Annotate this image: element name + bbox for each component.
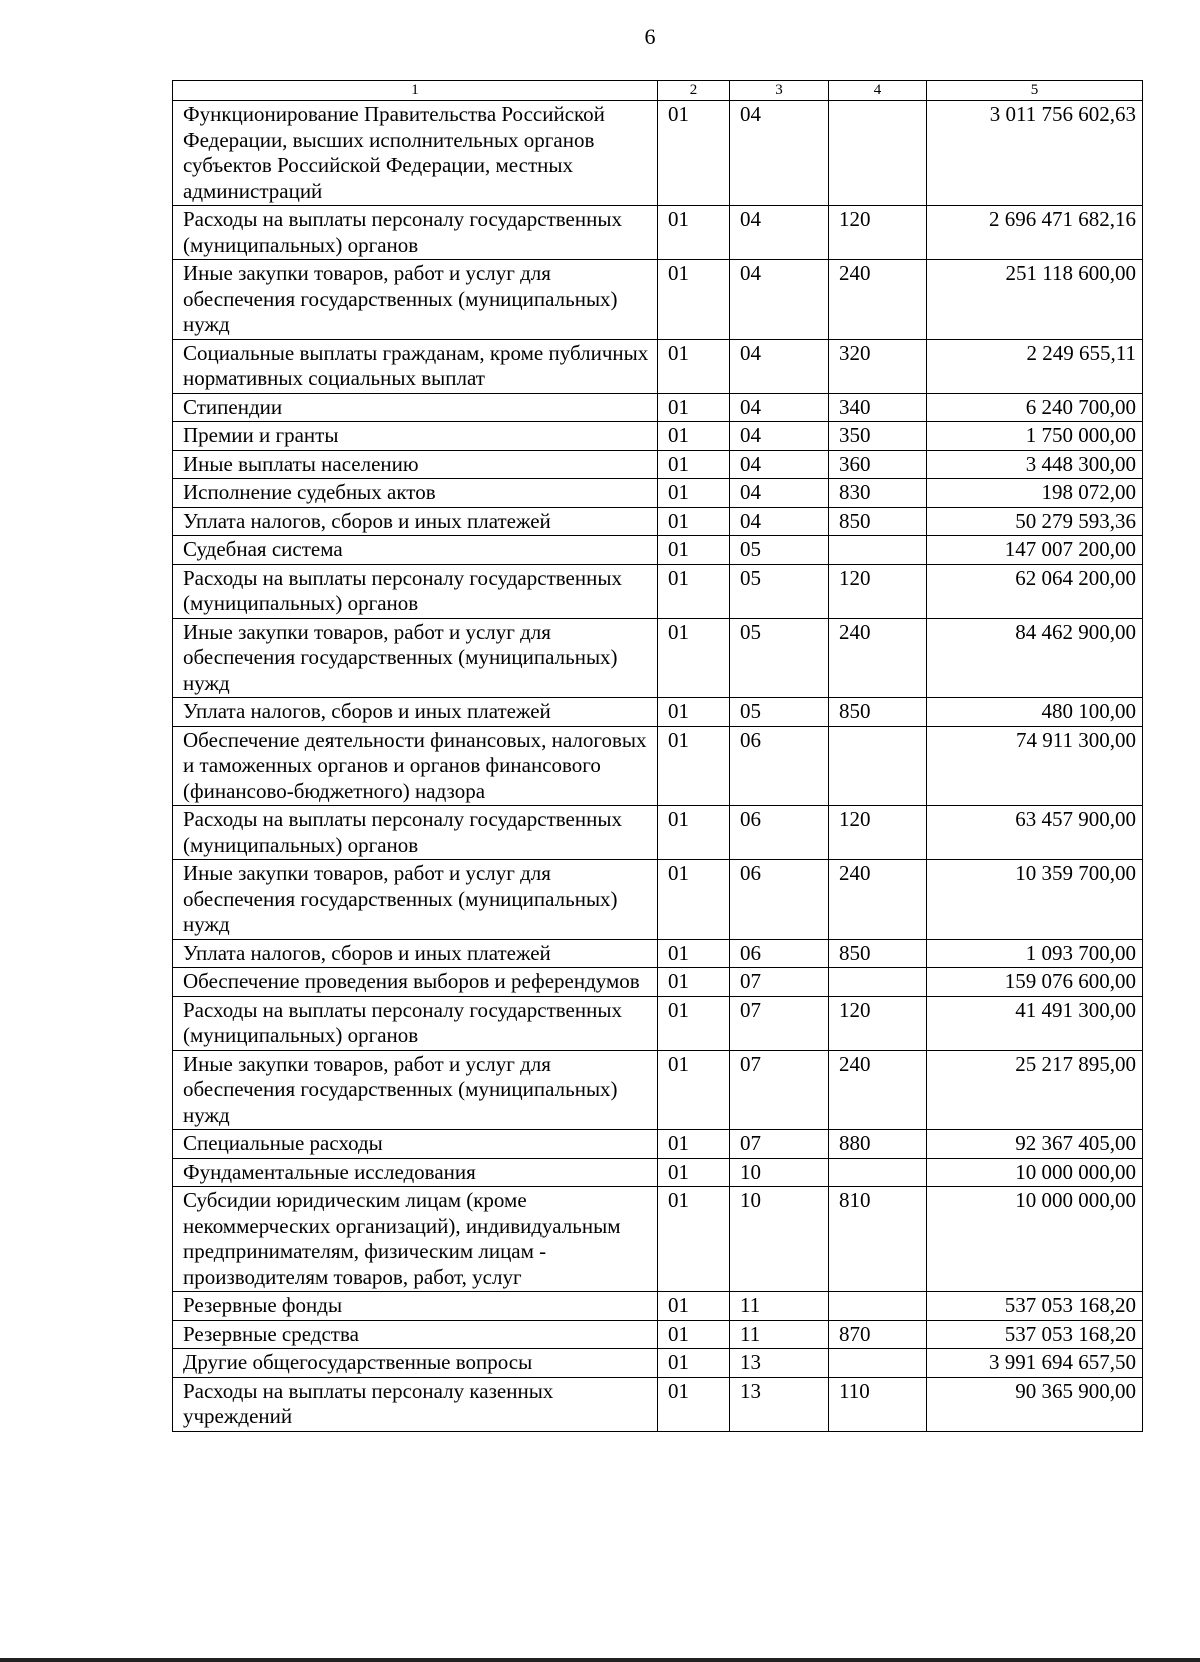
cell-rz: 01 bbox=[658, 806, 730, 860]
cell-vr: 850 bbox=[829, 698, 927, 727]
cell-name: Расходы на выплаты персоналу государственных (муниципальных) органов bbox=[173, 996, 658, 1050]
cell-vr: 360 bbox=[829, 450, 927, 479]
cell-vr: 870 bbox=[829, 1320, 927, 1349]
page-edge-line bbox=[0, 1658, 1200, 1662]
cell-rz: 01 bbox=[658, 536, 730, 565]
cell-name: Расходы на выплаты персоналу государственных (муниципальных) органов bbox=[173, 806, 658, 860]
cell-vr bbox=[829, 1158, 927, 1187]
cell-rz: 01 bbox=[658, 1187, 730, 1292]
cell-sum: 198 072,00 bbox=[927, 479, 1143, 508]
cell-vr: 120 bbox=[829, 206, 927, 260]
cell-name: Премии и гранты bbox=[173, 422, 658, 451]
header-col-4: 4 bbox=[829, 81, 927, 101]
cell-rz: 01 bbox=[658, 422, 730, 451]
cell-name: Резервные фонды bbox=[173, 1292, 658, 1321]
cell-sum: 2 249 655,11 bbox=[927, 339, 1143, 393]
table-row bbox=[173, 260, 1143, 340]
cell-name: Исполнение судебных актов bbox=[173, 479, 658, 508]
cell-rz: 01 bbox=[658, 1050, 730, 1130]
cell-vr bbox=[829, 726, 927, 806]
cell-pr: 04 bbox=[730, 260, 829, 340]
cell-name: Субсидии юридическим лицам (кроме некоммерческих организаций), индивидуальным предпринимателям, физическим лицам - производителям товаров, работ, услуг bbox=[173, 1187, 658, 1292]
cell-pr: 06 bbox=[730, 726, 829, 806]
cell-sum: 3 991 694 657,50 bbox=[927, 1349, 1143, 1378]
header-col-5: 5 bbox=[927, 81, 1143, 101]
cell-sum: 6 240 700,00 bbox=[927, 393, 1143, 422]
cell-rz: 01 bbox=[658, 618, 730, 698]
cell-sum: 3 448 300,00 bbox=[927, 450, 1143, 479]
cell-name: Обеспечение деятельности финансовых, налоговых и таможенных органов и органов финансового (финансово-бюджетного) надзора bbox=[173, 726, 658, 806]
header-row bbox=[173, 81, 1143, 101]
cell-rz: 01 bbox=[658, 1292, 730, 1321]
cell-pr: 05 bbox=[730, 536, 829, 565]
table-row bbox=[173, 1158, 1143, 1187]
cell-name: Расходы на выплаты персоналу казенных учреждений bbox=[173, 1377, 658, 1431]
cell-pr: 10 bbox=[730, 1187, 829, 1292]
cell-rz: 01 bbox=[658, 1377, 730, 1431]
table-row bbox=[173, 860, 1143, 940]
cell-sum: 25 217 895,00 bbox=[927, 1050, 1143, 1130]
cell-name: Иные закупки товаров, работ и услуг для обеспечения государственных (муниципальных) нужд bbox=[173, 860, 658, 940]
cell-rz: 01 bbox=[658, 968, 730, 997]
cell-sum: 90 365 900,00 bbox=[927, 1377, 1143, 1431]
cell-name: Специальные расходы bbox=[173, 1130, 658, 1159]
table-body bbox=[173, 101, 1143, 1432]
cell-vr: 340 bbox=[829, 393, 927, 422]
cell-pr: 10 bbox=[730, 1158, 829, 1187]
cell-pr: 04 bbox=[730, 479, 829, 508]
table-row bbox=[173, 339, 1143, 393]
header-col-1: 1 bbox=[173, 81, 658, 101]
budget-table bbox=[172, 80, 1143, 1432]
cell-sum: 41 491 300,00 bbox=[927, 996, 1143, 1050]
cell-sum: 2 696 471 682,16 bbox=[927, 206, 1143, 260]
cell-vr: 120 bbox=[829, 806, 927, 860]
cell-vr bbox=[829, 1292, 927, 1321]
cell-sum: 3 011 756 602,63 bbox=[927, 101, 1143, 206]
cell-vr: 240 bbox=[829, 260, 927, 340]
cell-sum: 92 367 405,00 bbox=[927, 1130, 1143, 1159]
cell-rz: 01 bbox=[658, 339, 730, 393]
cell-pr: 04 bbox=[730, 206, 829, 260]
cell-vr: 120 bbox=[829, 996, 927, 1050]
cell-name: Уплата налогов, сборов и иных платежей bbox=[173, 939, 658, 968]
table-row bbox=[173, 479, 1143, 508]
cell-vr: 810 bbox=[829, 1187, 927, 1292]
cell-rz: 01 bbox=[658, 698, 730, 727]
cell-pr: 05 bbox=[730, 564, 829, 618]
table-row bbox=[173, 1320, 1143, 1349]
cell-name: Обеспечение проведения выборов и референдумов bbox=[173, 968, 658, 997]
cell-pr: 13 bbox=[730, 1377, 829, 1431]
cell-sum: 63 457 900,00 bbox=[927, 806, 1143, 860]
cell-pr: 11 bbox=[730, 1320, 829, 1349]
cell-rz: 01 bbox=[658, 564, 730, 618]
cell-rz: 01 bbox=[658, 450, 730, 479]
cell-vr: 110 bbox=[829, 1377, 927, 1431]
cell-vr: 240 bbox=[829, 618, 927, 698]
cell-sum: 74 911 300,00 bbox=[927, 726, 1143, 806]
cell-rz: 01 bbox=[658, 860, 730, 940]
table-row bbox=[173, 1050, 1143, 1130]
table-row bbox=[173, 1187, 1143, 1292]
cell-name: Функционирование Правительства Российской Федерации, высших исполнительных органов субъектов Российской Федерации, местных администраций bbox=[173, 101, 658, 206]
cell-sum: 480 100,00 bbox=[927, 698, 1143, 727]
cell-vr: 880 bbox=[829, 1130, 927, 1159]
cell-rz: 01 bbox=[658, 507, 730, 536]
cell-name: Уплата налогов, сборов и иных платежей bbox=[173, 507, 658, 536]
cell-rz: 01 bbox=[658, 1320, 730, 1349]
cell-pr: 04 bbox=[730, 339, 829, 393]
cell-vr bbox=[829, 536, 927, 565]
cell-pr: 05 bbox=[730, 618, 829, 698]
table-row bbox=[173, 618, 1143, 698]
cell-vr: 120 bbox=[829, 564, 927, 618]
cell-pr: 07 bbox=[730, 1130, 829, 1159]
cell-sum: 159 076 600,00 bbox=[927, 968, 1143, 997]
table-row bbox=[173, 939, 1143, 968]
cell-pr: 06 bbox=[730, 939, 829, 968]
table-row bbox=[173, 806, 1143, 860]
cell-sum: 251 118 600,00 bbox=[927, 260, 1143, 340]
cell-vr: 850 bbox=[829, 507, 927, 536]
cell-pr: 07 bbox=[730, 996, 829, 1050]
cell-name: Судебная система bbox=[173, 536, 658, 565]
cell-sum: 537 053 168,20 bbox=[927, 1320, 1143, 1349]
cell-pr: 04 bbox=[730, 393, 829, 422]
cell-rz: 01 bbox=[658, 1349, 730, 1378]
cell-sum: 10 000 000,00 bbox=[927, 1187, 1143, 1292]
cell-name: Расходы на выплаты персоналу государственных (муниципальных) органов bbox=[173, 564, 658, 618]
cell-rz: 01 bbox=[658, 260, 730, 340]
cell-pr: 07 bbox=[730, 968, 829, 997]
cell-pr: 11 bbox=[730, 1292, 829, 1321]
cell-name: Иные закупки товаров, работ и услуг для обеспечения государственных (муниципальных) нужд bbox=[173, 1050, 658, 1130]
table-row bbox=[173, 450, 1143, 479]
cell-vr bbox=[829, 968, 927, 997]
cell-pr: 04 bbox=[730, 422, 829, 451]
cell-sum: 1 750 000,00 bbox=[927, 422, 1143, 451]
cell-name: Стипендии bbox=[173, 393, 658, 422]
table-row bbox=[173, 1377, 1143, 1431]
table-row bbox=[173, 1130, 1143, 1159]
cell-sum: 50 279 593,36 bbox=[927, 507, 1143, 536]
cell-sum: 62 064 200,00 bbox=[927, 564, 1143, 618]
cell-rz: 01 bbox=[658, 393, 730, 422]
cell-pr: 04 bbox=[730, 507, 829, 536]
table-row bbox=[173, 726, 1143, 806]
table-row bbox=[173, 507, 1143, 536]
cell-name: Резервные средства bbox=[173, 1320, 658, 1349]
cell-sum: 1 093 700,00 bbox=[927, 939, 1143, 968]
table-row bbox=[173, 101, 1143, 206]
table-row bbox=[173, 698, 1143, 727]
cell-name: Социальные выплаты гражданам, кроме публичных нормативных социальных выплат bbox=[173, 339, 658, 393]
cell-vr: 240 bbox=[829, 860, 927, 940]
cell-sum: 10 359 700,00 bbox=[927, 860, 1143, 940]
cell-pr: 06 bbox=[730, 860, 829, 940]
cell-vr: 240 bbox=[829, 1050, 927, 1130]
table-row bbox=[173, 393, 1143, 422]
table-row bbox=[173, 422, 1143, 451]
cell-rz: 01 bbox=[658, 101, 730, 206]
cell-name: Иные выплаты населению bbox=[173, 450, 658, 479]
cell-rz: 01 bbox=[658, 1158, 730, 1187]
header-col-2: 2 bbox=[658, 81, 730, 101]
table-row bbox=[173, 564, 1143, 618]
cell-name: Уплата налогов, сборов и иных платежей bbox=[173, 698, 658, 727]
table-row bbox=[173, 206, 1143, 260]
cell-rz: 01 bbox=[658, 939, 730, 968]
cell-name: Иные закупки товаров, работ и услуг для обеспечения государственных (муниципальных) нужд bbox=[173, 618, 658, 698]
cell-pr: 05 bbox=[730, 698, 829, 727]
cell-rz: 01 bbox=[658, 206, 730, 260]
table-row bbox=[173, 536, 1143, 565]
table-row bbox=[173, 1349, 1143, 1378]
page-number: 6 bbox=[644, 24, 656, 49]
table-row bbox=[173, 1292, 1143, 1321]
cell-rz: 01 bbox=[658, 996, 730, 1050]
table-row bbox=[173, 968, 1143, 997]
table-row bbox=[173, 996, 1143, 1050]
header-col-3: 3 bbox=[730, 81, 829, 101]
cell-vr bbox=[829, 101, 927, 206]
cell-sum: 84 462 900,00 bbox=[927, 618, 1143, 698]
cell-pr: 04 bbox=[730, 101, 829, 206]
cell-vr: 350 bbox=[829, 422, 927, 451]
cell-name: Расходы на выплаты персоналу государственных (муниципальных) органов bbox=[173, 206, 658, 260]
cell-pr: 13 bbox=[730, 1349, 829, 1378]
cell-rz: 01 bbox=[658, 726, 730, 806]
cell-sum: 147 007 200,00 bbox=[927, 536, 1143, 565]
cell-vr: 320 bbox=[829, 339, 927, 393]
cell-sum: 537 053 168,20 bbox=[927, 1292, 1143, 1321]
cell-vr: 830 bbox=[829, 479, 927, 508]
cell-name: Фундаментальные исследования bbox=[173, 1158, 658, 1187]
cell-pr: 06 bbox=[730, 806, 829, 860]
cell-vr bbox=[829, 1349, 927, 1378]
cell-rz: 01 bbox=[658, 1130, 730, 1159]
cell-rz: 01 bbox=[658, 479, 730, 508]
cell-vr: 850 bbox=[829, 939, 927, 968]
cell-name: Другие общегосударственные вопросы bbox=[173, 1349, 658, 1378]
cell-pr: 07 bbox=[730, 1050, 829, 1130]
cell-pr: 04 bbox=[730, 450, 829, 479]
cell-sum: 10 000 000,00 bbox=[927, 1158, 1143, 1187]
cell-name: Иные закупки товаров, работ и услуг для обеспечения государственных (муниципальных) нужд bbox=[173, 260, 658, 340]
